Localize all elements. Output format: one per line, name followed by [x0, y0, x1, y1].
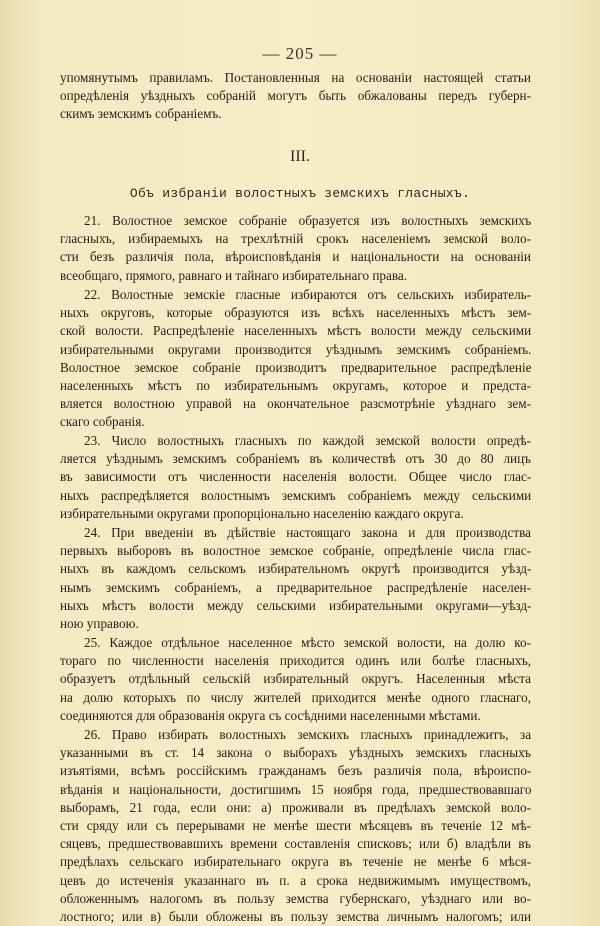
text-line: 26. Право избирать волостныхъ земскихъ гласныхъ принадлежитъ, за	[84, 727, 532, 742]
article-23	[60, 432, 531, 523]
section-title: Объ избраніи волостныхъ земскихъ гласныхъ.	[129, 186, 471, 201]
text-line: 22. Волостные земскіе гласные избираются отъ сельскихъ избиратель-	[84, 287, 532, 302]
page-number: — 205 —	[262, 44, 338, 63]
text-line: сти безъ различія пола, вѣроисповѣданія и національности на основаніи	[60, 249, 531, 265]
text-line: сти сряду или съ перерывами не менѣе шести мѣсяцевъ въ теченіе 12 мѣ-	[60, 818, 531, 834]
text-line: 24. При введеніи въ дѣйствіе настоящаго закона и для производства	[84, 525, 531, 540]
article-21	[60, 212, 531, 285]
article-26	[60, 726, 531, 926]
text-line: вляется волостною управой на окончательное разсмотрѣніе уѣзднаго зем-	[60, 396, 531, 412]
text-line: ною управою.	[60, 616, 139, 632]
section-number: III.	[290, 148, 310, 165]
article-25	[60, 634, 531, 725]
text-line: скаго собранія.	[60, 414, 145, 430]
text-line: упомянутымъ правиламъ. Постановленныя на основаніи настоящей статьи	[60, 70, 531, 85]
text-line: лостного; или в) были обложены въ пользу земства личнымъ налогомъ; или	[60, 909, 531, 925]
text-line: нымъ земскимъ собраніемъ, а предварительное распредѣленіе населен-	[60, 579, 531, 595]
text-line: опредѣленія уѣздныхъ собраній могутъ быть обжалованы передъ губерн-	[60, 88, 531, 104]
text-line: 25. Каждое отдѣльное населенное мѣсто земской волости, на долю ко-	[84, 635, 531, 650]
text-line: соединяются для образованія округа съ сосѣдними населенными мѣстами.	[60, 707, 481, 723]
text-line: скимъ земскимъ собраніемъ.	[60, 106, 222, 122]
text-line: изъятіями, всѣмъ россійскимъ гражданамъ безъ различія пола, вѣроиспо-	[60, 763, 532, 779]
text-line: 21. Волостное земское собраніе образуется изъ волостныхъ земскихъ	[84, 213, 532, 228]
text-line: ляется уѣзднымъ земскимъ собраніемъ въ количествѣ отъ 30 до 80 лицъ	[60, 451, 531, 467]
text-line: выборамъ, 21 года, если они: а) проживали въ предѣлахъ земской воло-	[60, 799, 531, 815]
article-22	[60, 286, 531, 432]
text-line: на долю которыхъ по числу жителей приходится менѣе одного гласнаго,	[60, 689, 531, 705]
article-24	[60, 524, 531, 633]
text-line: ской волости. Распредѣленіе населенныхъ мѣстъ волости между сельскими	[60, 323, 532, 339]
intro-paragraph	[60, 69, 531, 124]
text-line: указанными въ ст. 14 закона о выборахъ уѣздныхъ земскихъ гласныхъ	[60, 745, 531, 761]
text-line: обложеннымъ налогомъ въ пользу земства губернскаго, уѣзднаго или во-	[60, 890, 531, 906]
text-line: ныхъ распредѣляется волостнымъ земскимъ собраніемъ между сельскими	[60, 487, 532, 503]
text-line: населенныхъ мѣстъ по избирательнымъ округамъ, которое и предста-	[60, 378, 531, 394]
text-line: въ зависимости отъ численности населенія волости. Общее число глас-	[60, 469, 532, 485]
text-line: всеобщаго, прямого, равнаго и тайнаго избирательнаго права.	[60, 267, 408, 283]
text-line: цевъ до истеченія указаннаго въ п. а срока недвижимымъ имуществомъ,	[60, 872, 531, 888]
text-line: гласныхъ, избираемыхъ на трехлѣтній срокъ населеніемъ земской воло-	[60, 231, 531, 247]
text-line: ныхъ въ каждомъ сельскомъ избирательномъ округѣ производится уѣзд-	[60, 561, 532, 577]
text-line: избирательными округами производится уѣзднымъ земскимъ собраніемъ.	[60, 341, 532, 357]
text-line: образуетъ отдѣльный сельскій избирательный округъ. Населенныя мѣста	[60, 671, 531, 687]
text-line: первыхъ выборовъ въ волостное земское собраніе, опредѣленіе числа глас-	[60, 543, 531, 559]
text-line: ныхъ мѣстъ волости между сельскими избирательными округами—уѣзд-	[60, 597, 532, 613]
text-line: ныхъ округовъ, которые образуются изъ всѣхъ населенныхъ мѣстъ зем-	[60, 305, 532, 321]
text-line: предѣлахъ сельскаго избирательнаго округа въ теченіе не менѣе 6 мѣся-	[60, 854, 532, 870]
text-line: избирательными округами пропорціонально населенію каждаго округа.	[60, 505, 464, 521]
text-line: сяцевъ, предшествовавшихъ времени составленія списковъ; или б) владѣли въ	[60, 836, 531, 852]
text-line: Волостное земское собраніе производитъ предварительное распредѣленіе	[60, 359, 532, 375]
text-line: тораго по численности населенія приходится одинъ или болѣе гласныхъ,	[60, 653, 532, 669]
text-line: 23. Число волостныхъ гласныхъ по каждой земской волости опредѣ-	[84, 433, 531, 448]
text-line: вѣданія и національности, достигшимъ 15 ноября года, предшествовавшаго	[60, 781, 532, 797]
